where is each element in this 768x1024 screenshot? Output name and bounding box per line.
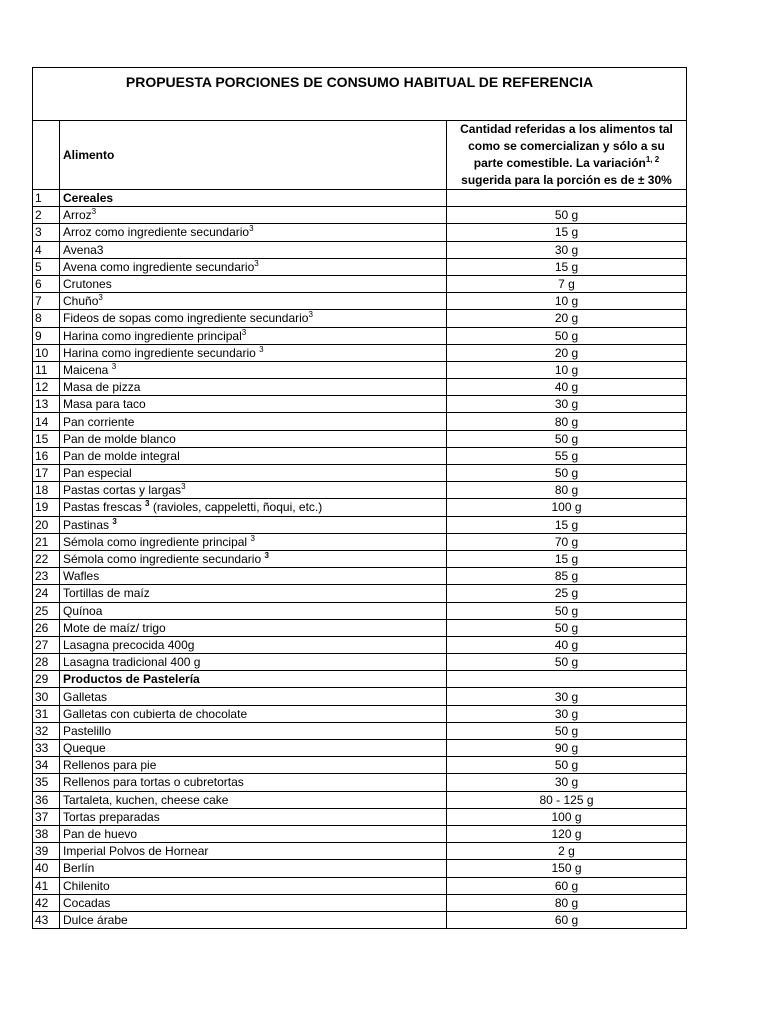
food-name: Cocadas [63, 895, 111, 910]
food-name: Galletas con cubierta de chocolate [63, 706, 248, 721]
food-name-cell [60, 207, 447, 224]
table-row [33, 293, 687, 310]
table-row [33, 705, 687, 722]
food-name: Rellenos para tortas o cubretortas [63, 775, 244, 790]
portion-value: 10 g [447, 361, 687, 378]
title-row [33, 68, 687, 121]
portion-value: 30 g [447, 705, 687, 722]
portion-value: 90 g [447, 740, 687, 757]
header-desc-line3: parte comestible. La variación [473, 156, 646, 170]
food-name: Quínoa [63, 603, 103, 618]
food-name: Tortas preparadas [63, 809, 160, 824]
food-name: Arroz como ingrediente secundario [63, 225, 250, 240]
food-name: Dulce árabe [63, 912, 128, 927]
table-row [33, 430, 687, 447]
header-row [33, 121, 687, 190]
row-number: 35 [33, 774, 60, 791]
table-row [33, 258, 687, 275]
table-title: PROPUESTA PORCIONES DE CONSUMO HABITUAL DE REFERENCIA [33, 68, 687, 121]
row-number: 30 [33, 688, 60, 705]
portion-value: 80 g [447, 894, 687, 911]
table-row [33, 757, 687, 774]
food-name-cell [60, 791, 447, 808]
food-name-cell [60, 327, 447, 344]
portion-value: 30 g [447, 396, 687, 413]
portion-value: 15 g [447, 258, 687, 275]
portion-value: 40 g [447, 379, 687, 396]
food-name-cell [60, 413, 447, 430]
table-row [33, 740, 687, 757]
food-name-cell [60, 808, 447, 825]
row-number: 11 [33, 361, 60, 378]
food-name-cell [60, 258, 447, 275]
table-row [33, 465, 687, 482]
table-row [33, 516, 687, 533]
table-row [33, 619, 687, 636]
portion-value: 2 g [447, 843, 687, 860]
food-name-cell [60, 688, 447, 705]
footnote-marker: 3 [254, 258, 259, 268]
footnote-marker: 3 [181, 482, 186, 492]
table-row [33, 533, 687, 550]
portion-value: 20 g [447, 310, 687, 327]
table-row [33, 911, 687, 928]
category-row [33, 190, 687, 207]
row-number: 14 [33, 413, 60, 430]
row-number: 28 [33, 654, 60, 671]
food-name: Crutones [63, 277, 112, 292]
row-number: 31 [33, 705, 60, 722]
table-row [33, 224, 687, 241]
food-name-cell [60, 757, 447, 774]
footnote-marker: 3 [250, 533, 255, 543]
food-name: Maicena [63, 362, 112, 377]
header-desc-line4: sugerida para la porción es de ± 30% [461, 173, 672, 187]
footnote-marker: 3 [308, 310, 313, 320]
row-number: 36 [33, 791, 60, 808]
portion-value: 15 g [447, 224, 687, 241]
portion-value: 50 g [447, 327, 687, 344]
food-name: Pan corriente [63, 414, 135, 429]
table-row [33, 396, 687, 413]
row-number: 29 [33, 671, 60, 688]
table-row [33, 688, 687, 705]
table-row [33, 825, 687, 842]
row-number: 22 [33, 550, 60, 567]
portion-value: 30 g [447, 688, 687, 705]
food-name: Cereales [63, 191, 114, 206]
footnote-marker: 3 [91, 207, 97, 217]
food-name: Wafles [63, 569, 100, 584]
footnote-marker: 3 [111, 361, 117, 371]
table-row [33, 774, 687, 791]
row-number: 33 [33, 740, 60, 757]
food-name: Harina como ingrediente principal [63, 328, 242, 343]
footnote-marker: 3 [259, 344, 264, 354]
food-name: Avena3 [63, 242, 104, 257]
food-name-cell [60, 379, 447, 396]
table-row [33, 568, 687, 585]
row-number: 37 [33, 808, 60, 825]
food-name-cell [60, 585, 447, 602]
food-name-cell [60, 654, 447, 671]
food-name-cell [60, 860, 447, 877]
table-row [33, 550, 687, 567]
table-row [33, 585, 687, 602]
row-number: 42 [33, 894, 60, 911]
row-number: 34 [33, 757, 60, 774]
portion-value: 100 g [447, 808, 687, 825]
portion-value: 60 g [447, 877, 687, 894]
food-name: Masa de pizza [63, 380, 141, 395]
food-name: Pan de molde integral [63, 448, 180, 463]
food-name: Imperial Polvos de Hornear [63, 844, 209, 859]
table-row [33, 791, 687, 808]
food-name: Tartaleta, kuchen, cheese cake [63, 792, 229, 807]
portion-value: 80 g [447, 413, 687, 430]
portion-value: 60 g [447, 911, 687, 928]
portion-value: 50 g [447, 619, 687, 636]
row-number: 20 [33, 516, 60, 533]
table-row [33, 722, 687, 739]
food-name-cell [60, 430, 447, 447]
food-name-cell [60, 482, 447, 499]
row-number: 21 [33, 533, 60, 550]
header-desc-line2: como se comercializan y sólo a su [468, 139, 665, 153]
portion-value [447, 190, 687, 207]
food-name-cell [60, 911, 447, 928]
portion-value: 80 g [447, 482, 687, 499]
food-name-cell [60, 825, 447, 842]
food-name-cell [60, 602, 447, 619]
row-number: 10 [33, 344, 60, 361]
table-row [33, 447, 687, 464]
food-name-cell [60, 877, 447, 894]
portion-value: 7 g [447, 275, 687, 292]
food-name: Sémola como ingrediente secundario [63, 552, 265, 567]
food-name-cell [60, 568, 447, 585]
food-name-cell [60, 396, 447, 413]
food-name-cell [60, 619, 447, 636]
table-row [33, 808, 687, 825]
table-row [33, 499, 687, 516]
header-number-cell [33, 121, 60, 190]
portion-value: 15 g [447, 516, 687, 533]
row-number: 7 [33, 293, 60, 310]
food-name-cell [60, 636, 447, 653]
food-name: Avena como ingrediente secundario [63, 259, 255, 274]
food-name-cell [60, 740, 447, 757]
row-number: 24 [33, 585, 60, 602]
row-number: 27 [33, 636, 60, 653]
food-name: Productos de Pastelería [63, 672, 200, 687]
header-quantity-description [447, 121, 687, 190]
table-row [33, 654, 687, 671]
footnote-marker: 3 [112, 516, 117, 526]
category-row [33, 671, 687, 688]
food-name: Harina como ingrediente secundario [63, 345, 260, 360]
row-number: 13 [33, 396, 60, 413]
food-name-cell [60, 722, 447, 739]
portion-value: 100 g [447, 499, 687, 516]
table-row [33, 860, 687, 877]
row-number: 39 [33, 843, 60, 860]
food-name: Rellenos para pie [63, 758, 157, 773]
food-name: Fideos de sopas como ingrediente secundario [63, 311, 309, 326]
row-number: 26 [33, 619, 60, 636]
food-name: Lasagna tradicional 400 g [63, 655, 201, 670]
food-name-cell [60, 499, 447, 516]
table-row [33, 877, 687, 894]
food-name-cell [60, 241, 447, 258]
portion-value: 30 g [447, 241, 687, 258]
food-name-cell [60, 465, 447, 482]
portion-value: 50 g [447, 722, 687, 739]
food-name-cell [60, 533, 447, 550]
category-name [60, 190, 447, 207]
row-number: 18 [33, 482, 60, 499]
footnote-marker: 3 [145, 499, 150, 509]
row-number: 6 [33, 275, 60, 292]
food-name: Queque [63, 741, 106, 756]
table-row [33, 602, 687, 619]
header-desc-line1: Cantidad referidas a los alimentos tal [460, 122, 673, 136]
table-row [33, 379, 687, 396]
portion-value: 25 g [447, 585, 687, 602]
table-row [33, 275, 687, 292]
food-name: Arroz [63, 208, 92, 223]
portion-value: 85 g [447, 568, 687, 585]
row-number: 25 [33, 602, 60, 619]
portion-value: 80 - 125 g [447, 791, 687, 808]
table-row [33, 894, 687, 911]
row-number: 2 [33, 207, 60, 224]
food-name-cell [60, 550, 447, 567]
food-name: Mote de maíz/ trigo [63, 620, 166, 635]
table-row [33, 843, 687, 860]
food-name-cell [60, 224, 447, 241]
row-number: 38 [33, 825, 60, 842]
food-name: Pan de molde blanco [63, 431, 176, 446]
portion-value: 120 g [447, 825, 687, 842]
portion-value: 10 g [447, 293, 687, 310]
row-number: 19 [33, 499, 60, 516]
food-name-cell [60, 361, 447, 378]
table-row [33, 482, 687, 499]
portion-value: 50 g [447, 465, 687, 482]
portion-value: 50 g [447, 430, 687, 447]
row-number: 43 [33, 911, 60, 928]
food-name: Pastas cortas y largas [63, 483, 182, 498]
table-row [33, 413, 687, 430]
portion-value: 150 g [447, 860, 687, 877]
portion-value: 30 g [447, 774, 687, 791]
food-name: Berlín [63, 861, 95, 876]
row-number: 23 [33, 568, 60, 585]
table-row [33, 344, 687, 361]
portion-value: 50 g [447, 654, 687, 671]
food-name: Pastelillo [63, 723, 112, 738]
portion-value: 55 g [447, 447, 687, 464]
footnote-marker: 3 [264, 551, 269, 561]
category-name [60, 671, 447, 688]
food-name-cell [60, 516, 447, 533]
food-name-cell [60, 843, 447, 860]
portion-table [32, 67, 687, 929]
row-number: 3 [33, 224, 60, 241]
food-name-cell [60, 293, 447, 310]
table-row [33, 241, 687, 258]
portion-value: 20 g [447, 344, 687, 361]
row-number: 17 [33, 465, 60, 482]
food-name: Tortillas de maíz [63, 586, 150, 601]
portion-value: 15 g [447, 550, 687, 567]
row-number: 4 [33, 241, 60, 258]
row-number: 9 [33, 327, 60, 344]
table-row [33, 310, 687, 327]
portion-reference-sheet [32, 67, 686, 929]
row-number: 5 [33, 258, 60, 275]
portion-value: 40 g [447, 636, 687, 653]
portion-table-body [33, 68, 687, 929]
portion-value [447, 671, 687, 688]
food-name: Pastinas [63, 517, 113, 532]
food-name: Sémola como ingrediente principal [63, 534, 251, 549]
food-name: Galletas [63, 689, 108, 704]
header-food-label: Alimento [60, 121, 447, 190]
food-name: Lasagna precocida 400g [63, 637, 195, 652]
food-name-cell [60, 705, 447, 722]
food-name: Pan especial [63, 466, 132, 481]
row-number: 41 [33, 877, 60, 894]
header-desc-footnote: 1, 2 [645, 155, 660, 164]
portion-value: 70 g [447, 533, 687, 550]
row-number: 12 [33, 379, 60, 396]
food-name: Chilenito [63, 878, 110, 893]
footnote-marker: 3 [249, 224, 254, 234]
food-name-cell [60, 894, 447, 911]
portion-value: 50 g [447, 207, 687, 224]
table-row [33, 636, 687, 653]
food-name: Masa para taco [63, 397, 146, 412]
table-row [33, 361, 687, 378]
food-name-cell [60, 447, 447, 464]
row-number: 15 [33, 430, 60, 447]
food-name: Pastas frescas [63, 500, 146, 515]
row-number: 1 [33, 190, 60, 207]
food-name-cell [60, 275, 447, 292]
food-name-cell [60, 774, 447, 791]
row-number: 8 [33, 310, 60, 327]
footnote-marker: 3 [98, 293, 103, 303]
row-number: 16 [33, 447, 60, 464]
food-name: Chuño [63, 294, 99, 309]
food-name: Pan de huevo [63, 827, 138, 842]
table-row [33, 207, 687, 224]
food-name-detail: (ravioles, cappeletti, ñoqui, etc.) [149, 500, 323, 515]
footnote-marker: 3 [241, 327, 247, 337]
portion-value: 50 g [447, 757, 687, 774]
row-number: 40 [33, 860, 60, 877]
table-row [33, 327, 687, 344]
portion-value: 50 g [447, 602, 687, 619]
food-name-cell [60, 344, 447, 361]
row-number: 32 [33, 722, 60, 739]
food-name-cell [60, 310, 447, 327]
